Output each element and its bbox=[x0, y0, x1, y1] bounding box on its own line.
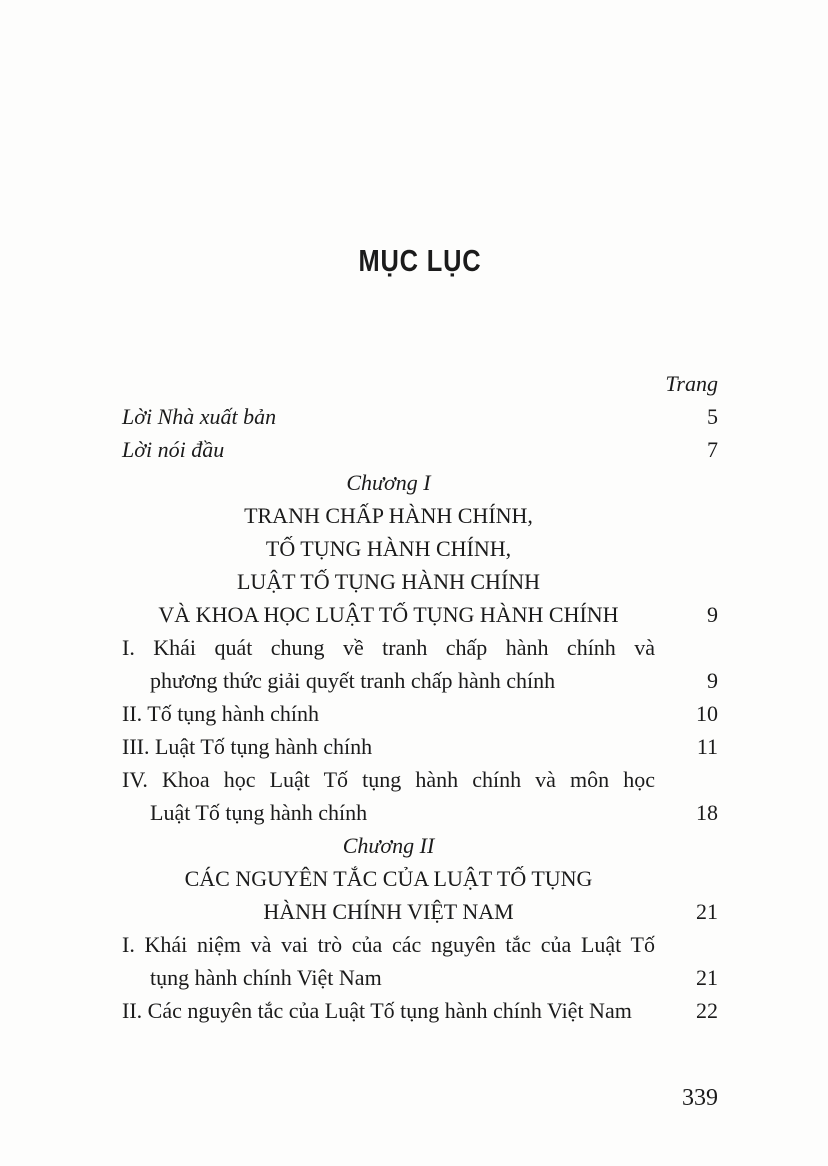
chapter-label: Chương I bbox=[346, 470, 431, 495]
page-title-text: MỤC LỤC bbox=[358, 243, 482, 278]
toc-page-number: 10 bbox=[696, 701, 718, 726]
toc-entry-text: phương thức giải quyết tranh chấp hành chính bbox=[150, 668, 556, 693]
toc-entry-text: Luật Tố tụng hành chính bbox=[150, 800, 368, 825]
toc-page-number: 9 bbox=[707, 602, 718, 627]
toc-row bbox=[122, 961, 718, 994]
toc-row bbox=[122, 565, 718, 598]
toc-row bbox=[122, 862, 718, 895]
toc-page-number: 9 bbox=[707, 668, 718, 693]
toc-entry-text: IV. Khoa học Luật Tố tụng hành chính và môn học bbox=[122, 767, 655, 792]
chapter-title-line: VÀ KHOA HỌC LUẬT TỐ TỤNG HÀNH CHÍNH bbox=[158, 602, 619, 627]
toc-page-number: 22 bbox=[696, 998, 718, 1023]
toc-list bbox=[122, 367, 718, 1027]
page-column-header: Trang bbox=[665, 371, 718, 396]
toc-row bbox=[122, 400, 718, 433]
chapter-title-line: LUẬT TỐ TỤNG HÀNH CHÍNH bbox=[236, 569, 541, 594]
toc-row bbox=[122, 697, 718, 730]
toc-row bbox=[122, 433, 718, 466]
toc-row bbox=[122, 796, 718, 829]
toc-entry-text: Lời nói đầu bbox=[122, 437, 225, 462]
toc-entry-text: II. Tố tụng hành chính bbox=[122, 701, 319, 726]
toc-row bbox=[122, 598, 718, 631]
page-title bbox=[122, 243, 718, 279]
toc-page-number: 11 bbox=[696, 734, 718, 759]
toc-page-number: 21 bbox=[696, 899, 718, 924]
toc-page-number: 21 bbox=[696, 965, 718, 990]
chapter-title-line: TỐ TỤNG HÀNH CHÍNH, bbox=[265, 536, 512, 561]
toc-entry-text: I. Khái niệm và vai trò của các nguyên tắc của Luật Tố bbox=[122, 932, 655, 957]
toc-row bbox=[122, 499, 718, 532]
toc-entry-text: I. Khái quát chung về tranh chấp hành chính và bbox=[122, 635, 655, 660]
toc-page-number: 5 bbox=[707, 404, 718, 429]
chapter-title-line: HÀNH CHÍNH VIỆT NAM bbox=[263, 899, 514, 924]
toc-page-number: 7 bbox=[707, 437, 718, 462]
chapter-title-line: TRANH CHẤP HÀNH CHÍNH, bbox=[244, 503, 533, 528]
toc-row bbox=[122, 466, 718, 499]
toc-row bbox=[122, 532, 718, 565]
chapter-label: Chương II bbox=[342, 833, 435, 858]
toc-entry-text: Lời Nhà xuất bản bbox=[122, 404, 277, 429]
toc-row bbox=[122, 994, 718, 1027]
toc-page-number: 18 bbox=[696, 800, 718, 825]
toc-row bbox=[122, 928, 718, 961]
toc-row bbox=[122, 631, 718, 664]
toc-entry-text: II. Các nguyên tắc của Luật Tố tụng hành chính Việt Nam bbox=[122, 998, 632, 1023]
toc-row bbox=[122, 664, 718, 697]
toc-row bbox=[122, 763, 718, 796]
toc-row bbox=[122, 829, 718, 862]
chapter-title-line: CÁC NGUYÊN TẮC CỦA LUẬT TỐ TỤNG bbox=[184, 866, 593, 891]
toc-entry-text: III. Luật Tố tụng hành chính bbox=[122, 734, 373, 759]
toc-entry-text: tụng hành chính Việt Nam bbox=[150, 965, 382, 990]
folio-page-number: 339 bbox=[682, 1085, 718, 1111]
toc-row bbox=[122, 730, 718, 763]
toc-row bbox=[122, 895, 718, 928]
